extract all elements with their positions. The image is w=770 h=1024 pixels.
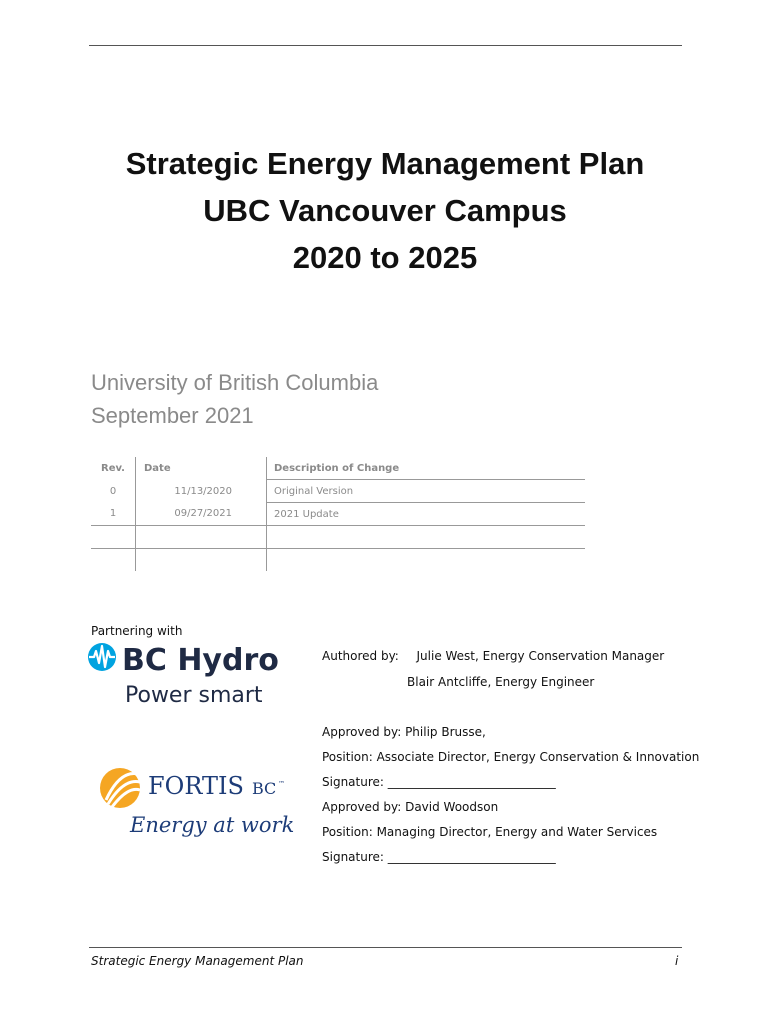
title-line-2: UBC Vancouver Campus: [203, 193, 567, 228]
partner-label: Partnering with: [91, 624, 183, 638]
date-cell: 11/13/2020: [136, 480, 267, 503]
rev-cell: 1: [91, 503, 136, 526]
authored-by-label: Authored by:: [322, 649, 399, 663]
footer-title: Strategic Energy Management Plan: [91, 954, 304, 968]
fortis-tagline: Energy at work: [130, 813, 295, 837]
fortis-bc-suffix: BC: [252, 779, 277, 798]
revision-header-row: [91, 457, 585, 480]
bchydro-logo: [87, 640, 287, 706]
position-1: Position: Associate Director, Energy Conservation & Innovation: [322, 750, 700, 764]
table-row: [91, 503, 585, 526]
bchydro-wordmark: BC Hydro: [122, 643, 279, 678]
table-row: [91, 526, 585, 549]
fortisbc-logo: [98, 760, 298, 848]
table-row: [91, 549, 585, 572]
bchydro-tagline: Power smart: [125, 683, 263, 706]
description-cell: Original Version: [267, 480, 586, 503]
table-row: [91, 480, 585, 503]
revision-table: [91, 457, 585, 571]
footer-rule: [89, 947, 682, 948]
rev-cell: [91, 526, 136, 549]
header-rev: Rev.: [91, 457, 136, 480]
date-cell: [136, 549, 267, 572]
document-date: September 2021: [91, 403, 254, 428]
rev-cell: [91, 549, 136, 572]
approved-by-2: Approved by: David Woodson: [322, 800, 499, 814]
author-2: Blair Antcliffe, Energy Engineer: [407, 675, 595, 689]
page-number: i: [675, 954, 679, 968]
description-cell: [267, 549, 586, 572]
rev-cell: 0: [91, 480, 136, 503]
authored-by-line: [322, 649, 664, 663]
header-rule: [89, 45, 682, 46]
document-title: [0, 140, 770, 281]
description-cell: [267, 526, 586, 549]
organization-name: University of British Columbia: [91, 370, 379, 395]
title-line-3: 2020 to 2025: [292, 240, 478, 275]
author-1: Julie West, Energy Conservation Manager: [416, 649, 665, 663]
header-description: Description of Change: [274, 462, 400, 474]
signature-2: Signature: ____________________________: [322, 850, 556, 864]
description-cell: 2021 Update: [267, 503, 586, 526]
position-2: Position: Managing Director, Energy and Water Services: [322, 825, 658, 839]
approved-by-1: Approved by: Philip Brusse,: [322, 725, 486, 739]
bchydro-bolt-icon: [88, 643, 116, 671]
fortis-sun-icon: [100, 768, 140, 808]
organization-block: [91, 366, 378, 432]
fortis-trademark: ™: [278, 780, 285, 788]
fortis-wordmark: FORTIS: [148, 772, 244, 800]
header-date: Date: [136, 457, 267, 480]
date-cell: [136, 526, 267, 549]
date-cell: 09/27/2021: [136, 503, 267, 526]
title-line-1: Strategic Energy Management Plan: [125, 146, 645, 181]
signature-1: Signature: ____________________________: [322, 775, 556, 789]
